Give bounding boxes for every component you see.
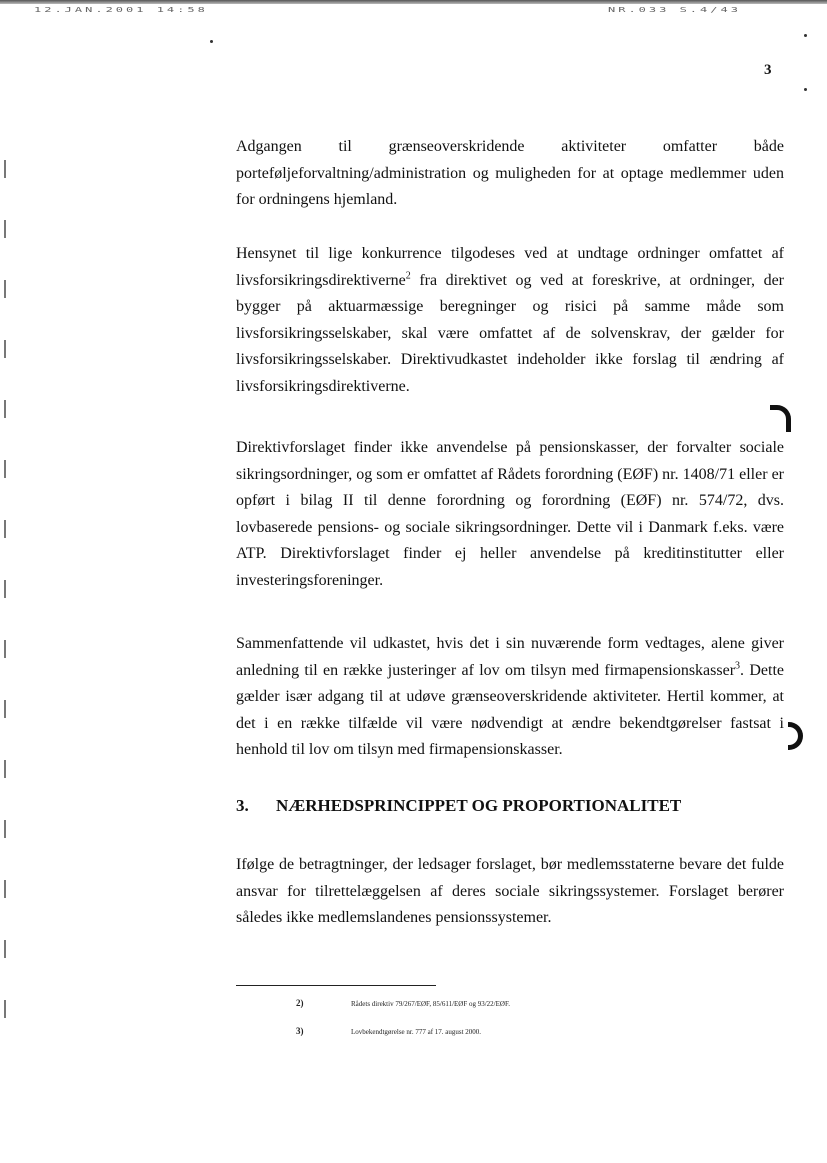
fax-header-date: 12.JAN.2001 14:58	[34, 6, 208, 14]
footnote-reference-2: 2	[405, 270, 411, 282]
paragraph-text: fra direktivet og ved at foreskrive, at ordninger, der bygger på aktuarmæssige beregninger og risici på samme måde som livsforsikringsselskaber, skal være omfattet af de solvenskrav, der gælder for livsforsikringsselskaber. Direktivudkastet indeholder ikke forslag til ændring af livsforsikringsdirektiverne.	[236, 271, 784, 395]
paragraph-subsidiarity: Ifølge de betragtninger, der ledsager forslaget, bør medlemsstaterne bevare det fulde ansvar for tilrettelæggelsen af deres sociale sikringssystemer. Forslaget berører således ikke medlemslandenes pensionssystemer.	[236, 856, 784, 926]
section-heading	[236, 796, 681, 816]
scan-speck	[804, 34, 807, 37]
paragraph-summary	[236, 631, 784, 764]
footnote-marker: 3)	[296, 1026, 304, 1036]
paragraph-text: Hensynet til lige konkurrence tilgodeses ved at undtage ordninger omfattet af livsforsikringsdirektiverne	[236, 245, 784, 289]
scan-speck	[804, 88, 807, 91]
scan-bracket-mark	[788, 722, 803, 750]
paragraph-scope-exclusions: Direktivforslaget finder ikke anvendelse på pensionskasser, der forvalter sociale sikringsordninger, og som er omfattet af Rådets forordning (EØF) nr. 1408/71 eller er opført i bilag II til denne forordning og forordning (EØF) nr. 574/72, dvs. lovbaserede pensions- og sociale sikringsordninger. Dette vil i Danmark f.eks. være ATP. Direktivforslaget finder ej heller anvendelse på kreditinstitutter eller investeringsforeninger.	[236, 439, 784, 589]
fax-transmission-line	[0, 0, 827, 4]
footnote-marker: 2)	[296, 998, 304, 1008]
footnote-3	[296, 1026, 481, 1036]
paragraph-cross-border-activities: Adgangen til grænseoverskridende aktiviteter omfatter både porteføljeforvaltning/administration og muligheden for at optage medlemmer uden for ordningens hjemland.	[236, 138, 784, 208]
scan-bracket-mark	[770, 405, 791, 432]
footnote-text: Lovbekendtgørelse nr. 777 af 17. august 2000.	[351, 1028, 482, 1036]
scan-speck	[210, 40, 213, 43]
scan-edge-marks	[4, 160, 6, 1040]
paragraph-competition	[236, 241, 784, 400]
footnote-reference-3: 3	[735, 660, 741, 672]
footnote-2	[296, 998, 510, 1008]
fax-header-page-info: NR.033 S.4/43	[608, 6, 741, 14]
footnote-divider	[236, 985, 436, 986]
section-number: 3.	[236, 796, 249, 815]
section-title: NÆRHEDSPRINCIPPET OG PROPORTIONALITET	[276, 796, 682, 815]
paragraph-text: . Dette gælder især adgang til at udøve grænseoverskridende aktiviteter. Hertil kommer, at det i en række tilfælde vil være nødvendigt at ændre bekendtgørelser fastsat i henhold til lov om tilsyn med firmapensionskasser.	[236, 661, 784, 758]
footnote-text: Rådets direktiv 79/267/EØF, 85/611/EØF og 93/22/EØF.	[351, 1000, 511, 1008]
paragraph-text: Sammenfattende vil udkastet, hvis det i sin nuværende form vedtages, alene giver anledning til en række justeringer af lov om tilsyn med firmapensionskasser	[236, 635, 784, 679]
page-number: 3	[764, 62, 772, 78]
